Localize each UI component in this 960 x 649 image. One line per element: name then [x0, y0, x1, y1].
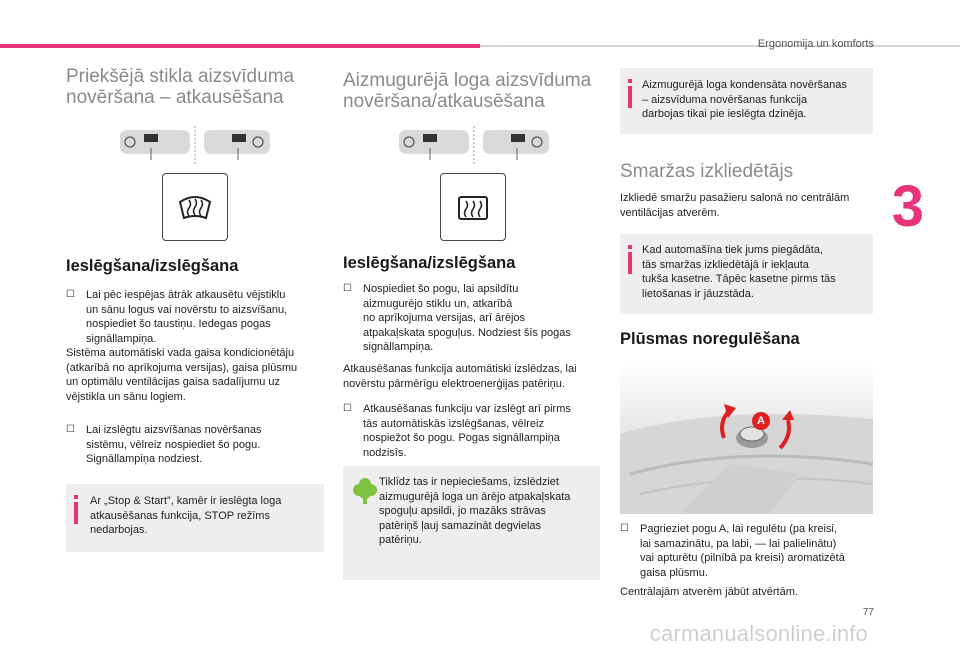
text-line: tās automātiskās izslēgšanas, vēlreiz	[363, 417, 544, 430]
text-line: Nospiediet šo pogu, lai apsildītu	[363, 283, 519, 295]
text-line: Pagrieziet pogu A, lai regulētu (pa kreisi,	[640, 523, 837, 535]
text-line: patēriņu.	[379, 534, 422, 547]
col1-paragraph	[66, 346, 324, 404]
text-line: Aizmugurējā loga kondensāta novēršanas	[642, 79, 847, 91]
front-defrost-button[interactable]	[162, 173, 228, 241]
callout-a-badge: A	[752, 412, 770, 430]
col3-closing-note: Centrālajām atverēm jābūt atvērtām.	[620, 586, 798, 598]
text-line: Ar „Stop & Start”, kamēr ir ieslēgta loga	[90, 495, 282, 507]
text-line: Kad automašīna tiek jums piegādāta,	[642, 244, 824, 256]
rear-defrost-heading	[343, 70, 601, 112]
text-line: tās smaržas izkliedētājā ir iekļauta	[642, 258, 809, 271]
text-line: sistēmu, vēlreiz nospiediet šo pogu.	[86, 438, 261, 451]
text-line: Sistēma automātiski vada gaisa kondicionētāju	[66, 347, 295, 359]
text-line: nospiežot šo pogu. Pogas signāllampiņa	[363, 432, 560, 445]
fragrance-diffuser-illustration	[620, 364, 873, 514]
fragrance-heading: Smaržas izkliedētājs	[620, 161, 794, 182]
rear-defrost-button[interactable]	[440, 173, 506, 241]
text-line: aizmugurējā loga un ārējo atpakaļskata	[379, 490, 571, 503]
text-line: Lai pēc iespējas ātrāk atkausētu vējstiklu	[86, 289, 286, 301]
text-line: signāllampiņa.	[363, 341, 434, 354]
text-line: Atkausēšanas funkcija automātiski izslēdzas, lai	[343, 363, 577, 375]
bullet-marker: ☐	[620, 523, 629, 534]
text-line: no aprīkojuma versijas, arī ārējos	[363, 312, 526, 325]
chapter-number: 3	[891, 174, 924, 239]
eco-tree-icon	[353, 476, 377, 506]
heading-line: Priekšējā stikla aizsvīduma	[66, 66, 295, 87]
section-title: Ergonomija un komforts	[757, 38, 874, 50]
header-accent-bar	[0, 44, 480, 48]
text-line: atkausēšanas funkcija, STOP režīms	[90, 509, 270, 522]
col3-info-note	[620, 68, 873, 134]
text-line: lietošanas ir jāuzstāda.	[642, 287, 754, 300]
text-line: signāllampiņa.	[86, 332, 157, 345]
text-line: tukša kasetne. Tāpēc kasetne pirms tās	[642, 273, 836, 286]
text-line: darbojas tikai pie ieslēgta dzinēja.	[642, 108, 807, 121]
text-line: – aizsvīduma novēršanas funkcija	[642, 93, 808, 106]
col2-subtitle: Ieslēgšana/izslēgšana	[343, 254, 516, 272]
text-line: nospiediet šo taustiņu. Iedegas pogas	[86, 318, 271, 331]
col1-bullet2	[66, 423, 324, 467]
text-line: vējstikla un sānu logiem.	[66, 390, 186, 403]
col2-bullet2	[343, 402, 601, 460]
page-number: 77	[862, 607, 874, 618]
col3-info-note	[620, 234, 873, 314]
text-line: ventilācijas atverēm.	[620, 206, 720, 219]
front-defrost-heading	[66, 66, 324, 108]
text-line: Izkliedē smaržu pasažieru salonā no centrālām	[620, 192, 850, 204]
bullet-marker: ☐	[66, 289, 75, 300]
windshield-defrost-icon	[176, 188, 214, 226]
rear-window-defrost-icon	[454, 188, 492, 226]
text-line: vai apturētu (pilnībā pa kreisi) aromatizētā	[640, 552, 845, 565]
col2-eco-note	[343, 466, 600, 580]
heading-line: Aizmugurējā loga aizsvīduma	[343, 70, 592, 91]
text-line: lai samazinātu, pa labi, — lai palielinātu)	[640, 537, 837, 550]
text-line: Lai izslēgtu aizsvīšanas novēršanas	[86, 424, 262, 436]
flow-adjustment-subtitle: Plūsmas noregulēšana	[620, 330, 800, 348]
text-line: (atkarībā no aprīkojuma versijas), gaisa plūsmu	[66, 361, 298, 374]
text-line: gaisa plūsmu.	[640, 566, 708, 579]
text-line: nedarbojas.	[90, 524, 148, 537]
text-line: Tiklīdz tas ir nepieciešams, izslēdziet	[379, 476, 559, 488]
bullet-marker: ☐	[66, 424, 75, 435]
col3-bullet1	[620, 522, 878, 580]
info-icon	[628, 86, 632, 108]
col1-info-note	[66, 484, 324, 552]
text-line: un optimālu ventilācijas gaisa sadalījumu uz	[66, 376, 281, 389]
col3-paragraph	[620, 191, 878, 220]
col2-paragraph	[343, 362, 601, 391]
text-line: Atkausēšanas funkciju var izslēgt arī pirms	[363, 403, 571, 415]
text-line: aizmugurējo stiklu un, atkarībā	[363, 297, 513, 310]
header-rule	[480, 45, 960, 47]
heading-line: novēršana/atkausēšana	[343, 91, 545, 112]
text-line: patēriņš ļauj samazināt degvielas	[379, 519, 542, 532]
text-line: Signāllampiņa nodziest.	[86, 453, 203, 466]
bullet-marker: ☐	[343, 283, 352, 294]
text-line: novērstu pārmērīgu elektroenerģijas patēriņu.	[343, 377, 565, 390]
control-panel-illustration	[393, 124, 553, 166]
text-line: spoguļu apsildi, jo mazāks strāvas	[379, 505, 546, 518]
control-panel-illustration	[114, 124, 274, 166]
col1-bullet1	[66, 288, 324, 346]
text-line: un sānu logus vai novērstu to aizsvīšanu,	[86, 303, 288, 316]
text-line: atpakaļskata spoguļus. Nodziest šīs pogas	[363, 326, 571, 339]
bullet-marker: ☐	[343, 403, 352, 414]
col2-bullet1	[343, 282, 601, 355]
text-line: nodzisīs.	[363, 446, 407, 459]
info-icon	[74, 502, 78, 524]
col1-subtitle: Ieslēgšana/izslēgšana	[66, 257, 239, 275]
heading-line: novēršana – atkausēšana	[66, 87, 284, 108]
watermark: carmanualsonline.info	[649, 621, 868, 646]
info-icon	[628, 252, 632, 274]
